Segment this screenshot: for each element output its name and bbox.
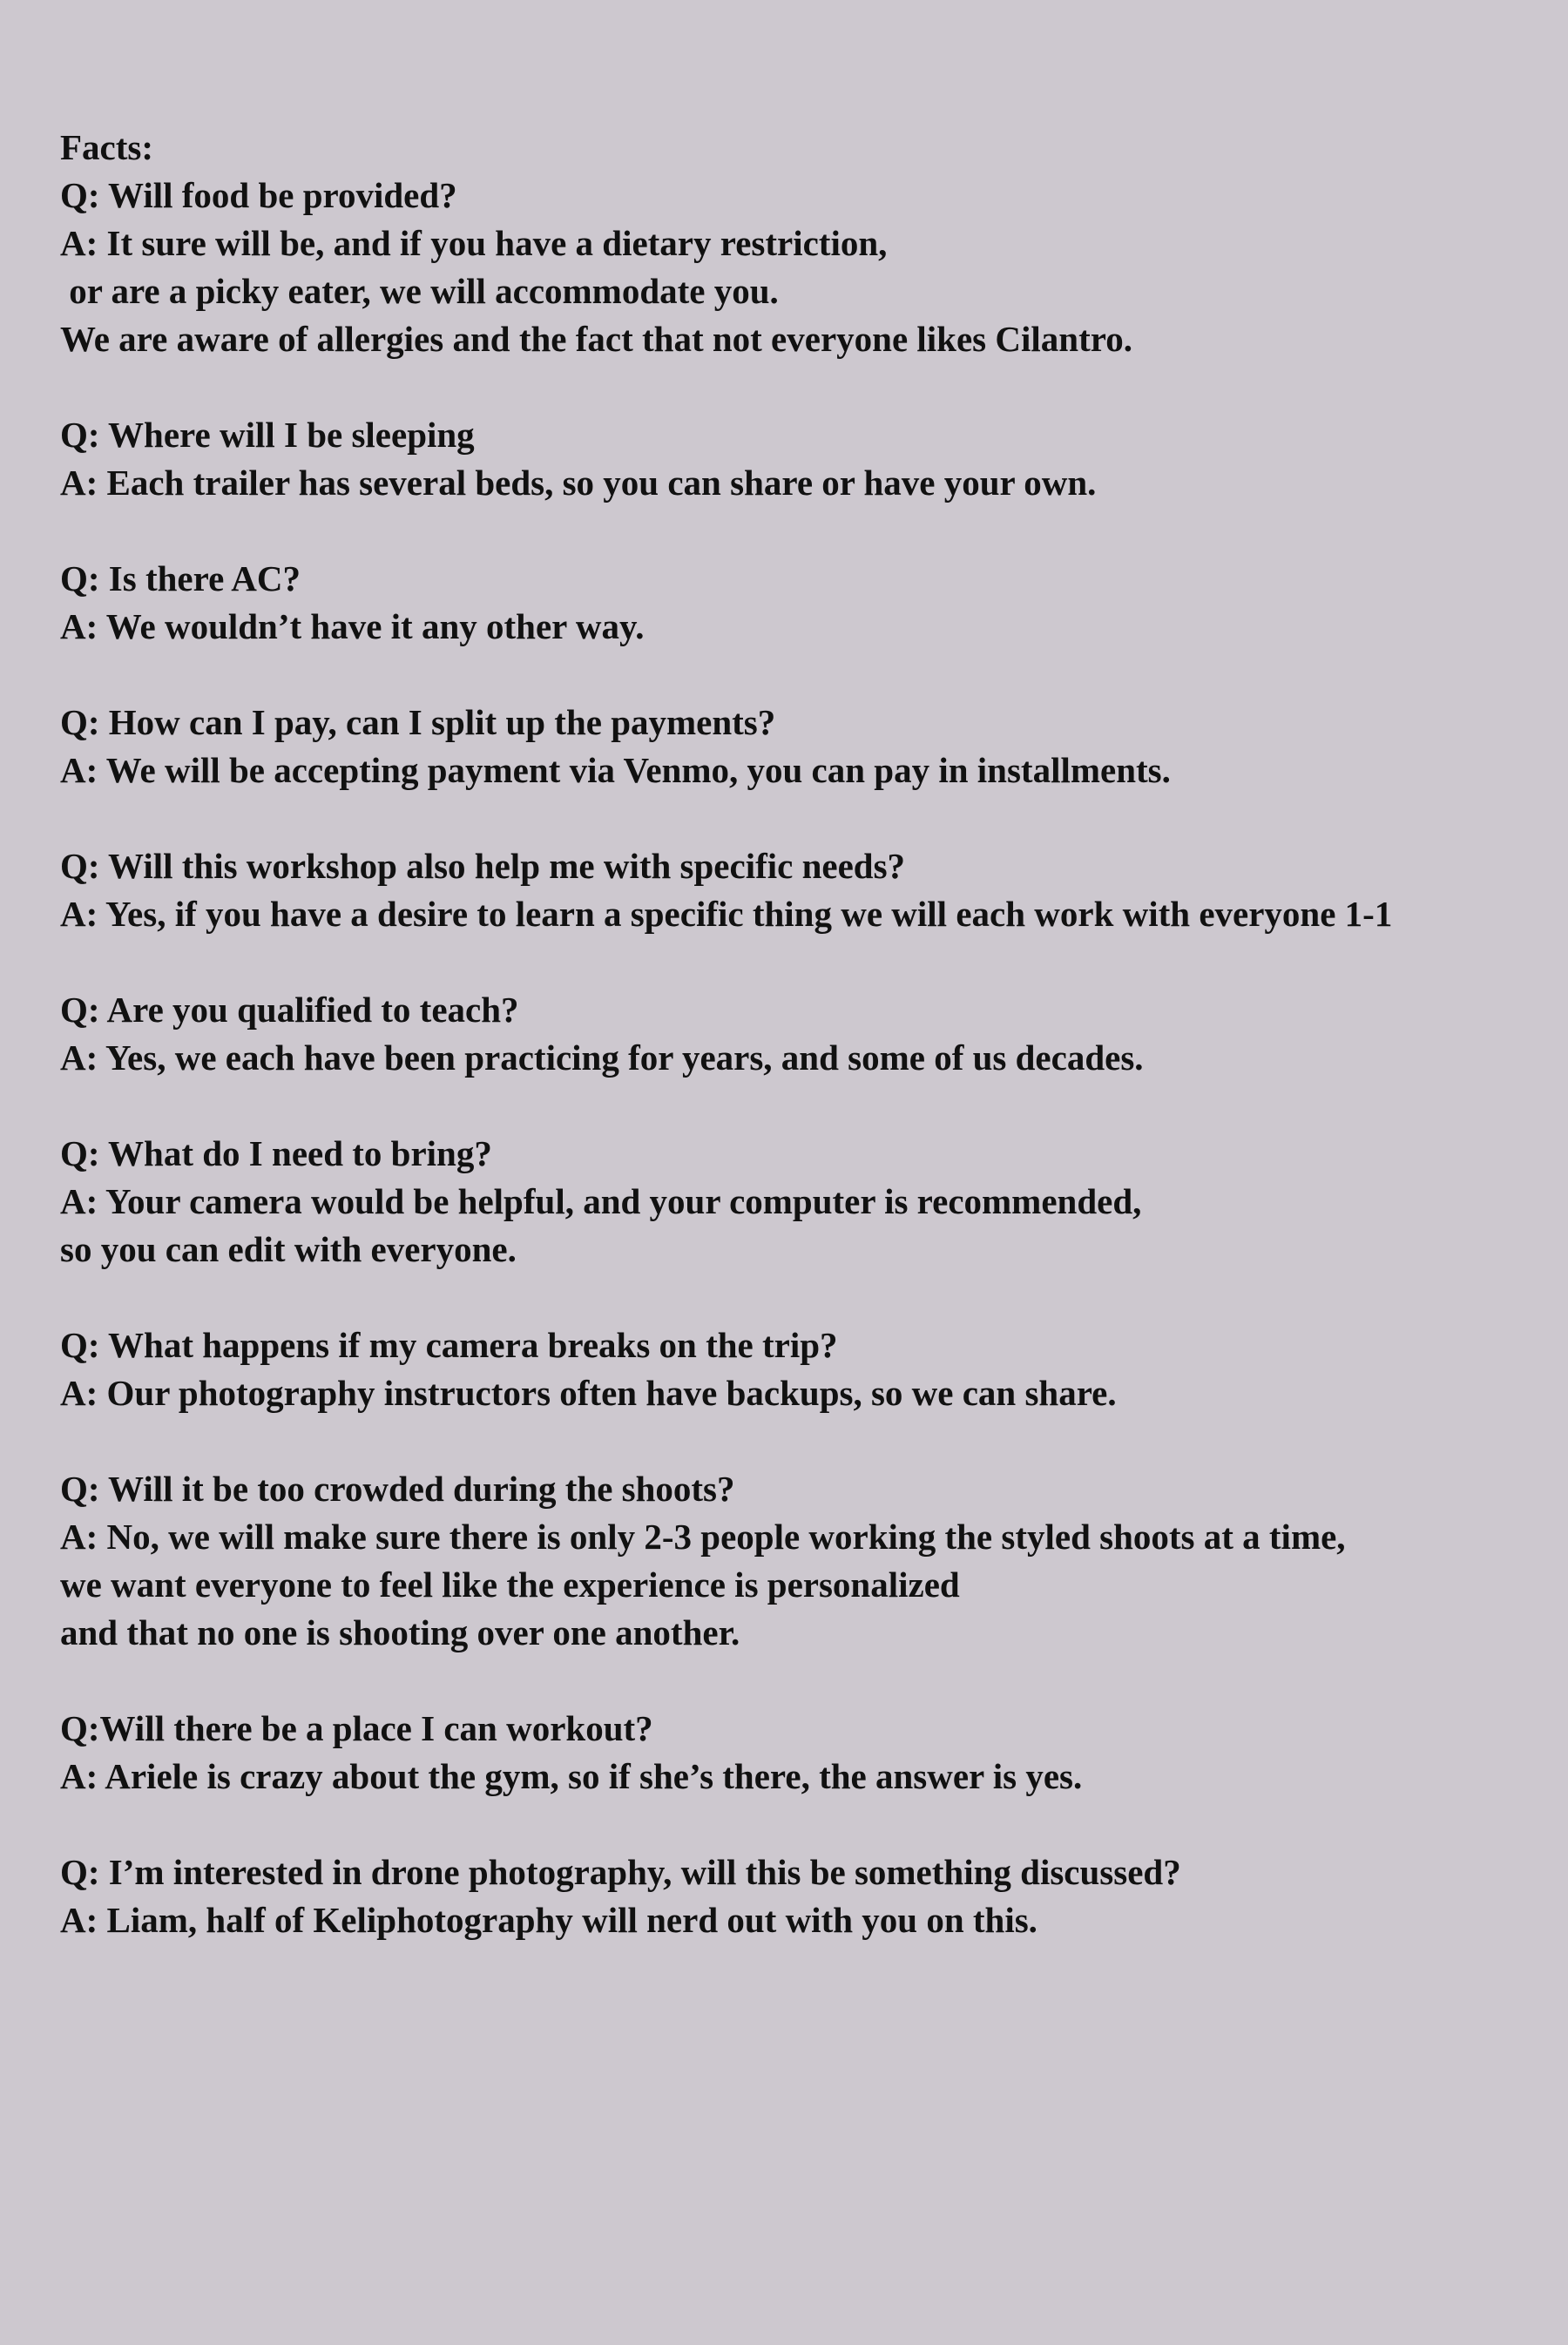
paragraph-gap [60,1801,1558,1848]
faq-question: Q: Will food be provided? [60,175,457,215]
faq-item-ac [60,555,1558,651]
faq-answer-line: A: No, we will make sure there is only 2-3 people working the styled shoots at a time, [60,1517,1346,1557]
faq-answer-line: A: Our photography instructors often have backups, so we can share. [60,1373,1117,1413]
faq-answer-line: A: We will be accepting payment via Venmo, you can pay in installments. [60,750,1171,790]
faq-document [60,124,1558,1944]
faq-answer-line: we want everyone to feel like the experience is personalized [60,1564,960,1605]
faq-question: Q: How can I pay, can I split up the payments? [60,702,776,742]
paragraph-gap [60,363,1558,411]
paragraph-gap [60,651,1558,699]
faq-item-workout [60,1705,1558,1801]
faq-question: Q: I’m interested in drone photography, will this be something discussed? [60,1852,1181,1892]
faq-answer-line: or are a picky eater, we will accommodate you. [60,271,779,311]
faq-answer-line: A: Ariele is crazy about the gym, so if she’s there, the answer is yes. [60,1756,1083,1796]
faq-question: Q: Will it be too crowded during the shoots? [60,1469,735,1509]
faq-answer-line: A: It sure will be, and if you have a dietary restriction, [60,223,888,263]
paragraph-gap [60,507,1558,555]
faq-item-drone [60,1848,1558,1944]
faq-answer-line: A: We wouldn’t have it any other way. [60,606,645,646]
paragraph-gap [60,794,1558,842]
paragraph-gap [60,938,1558,986]
faq-answer-line: A: Yes, we each have been practicing for years, and some of us decades. [60,1037,1144,1078]
faq-answer-line: A: Liam, half of Keliphotography will nerd out with you on this. [60,1900,1037,1940]
faq-item-sleeping [60,411,1558,507]
faq-question: Q: Are you qualified to teach? [60,990,519,1030]
faq-question: Q: Is there AC? [60,558,301,598]
paragraph-gap [60,1274,1558,1321]
faq-answer-line: A: Your camera would be helpful, and your computer is recommended, [60,1181,1142,1221]
faq-item-crowded [60,1465,1558,1657]
faq-question: Q:Will there be a place I can workout? [60,1708,653,1748]
paragraph-gap [60,1082,1558,1130]
faq-answer-line: We are aware of allergies and the fact that not everyone likes Cilantro. [60,319,1132,359]
faq-item-qualified [60,986,1558,1082]
facts-heading: Facts: [60,127,154,167]
faq-question: Q: Where will I be sleeping [60,415,475,455]
faq-question: Q: What happens if my camera breaks on the trip? [60,1325,838,1365]
faq-item-food [60,172,1558,363]
faq-item-payment [60,699,1558,794]
paragraph-gap [60,1657,1558,1705]
paragraph-gap [60,1417,1558,1465]
faq-item-camera-breaks [60,1321,1558,1417]
faq-answer-line: so you can edit with everyone. [60,1229,517,1269]
faq-question: Q: What do I need to bring? [60,1133,492,1173]
faq-item-bring [60,1130,1558,1274]
faq-answer-line: A: Each trailer has several beds, so you can share or have your own. [60,463,1097,503]
faq-answer-line: A: Yes, if you have a desire to learn a specific thing we will each work with everyone 1-1 [60,894,1393,934]
faq-item-specific-needs [60,842,1558,938]
faq-answer-line: and that no one is shooting over one another. [60,1612,740,1652]
faq-question: Q: Will this workshop also help me with specific needs? [60,846,906,886]
